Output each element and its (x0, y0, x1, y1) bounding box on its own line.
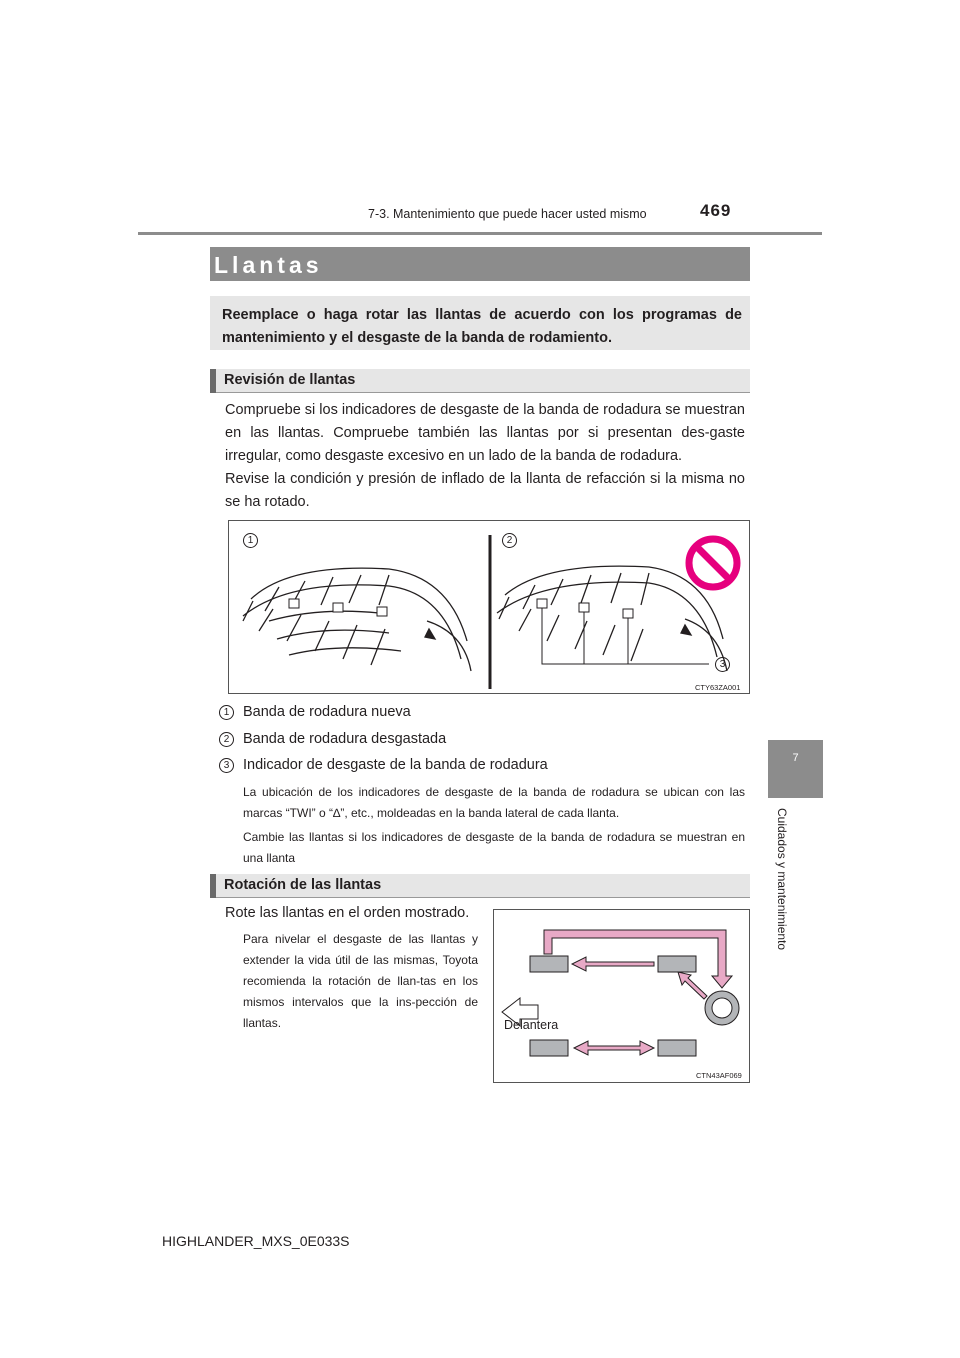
legend-text-2: Banda de rodadura desgastada (243, 731, 447, 747)
legend-num-1: 1 (219, 705, 234, 720)
tire-front-right (658, 1040, 696, 1056)
chapter-label: Cuidados y mantenimiento (775, 808, 789, 951)
rotation-figure (493, 909, 750, 1083)
front-label: Delantera (504, 1018, 559, 1032)
revision-heading: Revisión de llantas (224, 372, 356, 388)
figure-code: CTY63ZA001 (695, 683, 741, 692)
legend-text-1: Banda de rodadura nueva (243, 704, 411, 720)
figure-label-3: 3 (715, 657, 730, 672)
revision-heading-marker (210, 369, 216, 393)
rotation-heading-marker (210, 874, 216, 898)
note-wear-indicator-location: La ubicación de los indicadores de desgaste de la banda de rodadura se ubican con las marcas “TWI” o “∆”, etc., moldeadas en la banda lateral de cada llanta. (243, 785, 745, 820)
chapter-number: 7 (792, 752, 799, 764)
note-replace-tires: Cambie las llantas si los indicadores de desgaste de la banda de rodadura se muestran en una llanta (243, 830, 745, 865)
header-rule (138, 232, 822, 235)
tire-rear-right (658, 956, 696, 972)
tread-illustration (229, 521, 749, 693)
chapter-tab (768, 740, 823, 798)
rotation-paragraph: Rote las llantas en el orden mostrado. (225, 905, 470, 921)
legend-text-3: Indicador de desgaste de la banda de rodadura (243, 757, 548, 773)
figure-label-2: 2 (502, 533, 517, 548)
tire-rear-left (530, 956, 568, 972)
rotation-diagram (494, 910, 749, 1082)
footer-doc-code: HIGHLANDER_MXS_0E033S (162, 1233, 350, 1249)
intro-text: Reemplace o haga rotar las llantas de acuerdo con los programas de mantenimiento y el desgaste de la banda de rodamiento. (222, 307, 742, 346)
tire-front-left (530, 1040, 568, 1056)
page-number: 469 (700, 201, 732, 220)
rotation-heading: Rotación de las llantas (224, 877, 382, 893)
page-title: Llantas (214, 252, 323, 278)
tread-figure (228, 520, 750, 694)
legend-num-2: 2 (219, 732, 234, 747)
header-section-title: 7-3. Mantenimiento que puede hacer usted mismo (368, 207, 647, 221)
revision-paragraph-1: Compruebe si los indicadores de desgaste de la banda de rodadura se muestran en las llantas. Compruebe también las llantas por si presentan des-gaste irregular, como desgaste excesivo en un lado de la banda de rodadura. (225, 402, 745, 464)
rotation-note: Para nivelar el desgaste de las llantas y extender la vida útil de las mismas, Toyota recomienda la rotación de llan-tas en los mismos intervalos que la ins-pección de llantas. (243, 932, 478, 1030)
rotation-figure-code: CTN43AF069 (696, 1071, 742, 1080)
revision-paragraph-2: Revise la condición y presión de inflado de la llanta de refacción si la misma no se ha rotado. (225, 471, 745, 510)
legend-num-3: 3 (219, 758, 234, 773)
figure-label-1: 1 (243, 533, 258, 548)
